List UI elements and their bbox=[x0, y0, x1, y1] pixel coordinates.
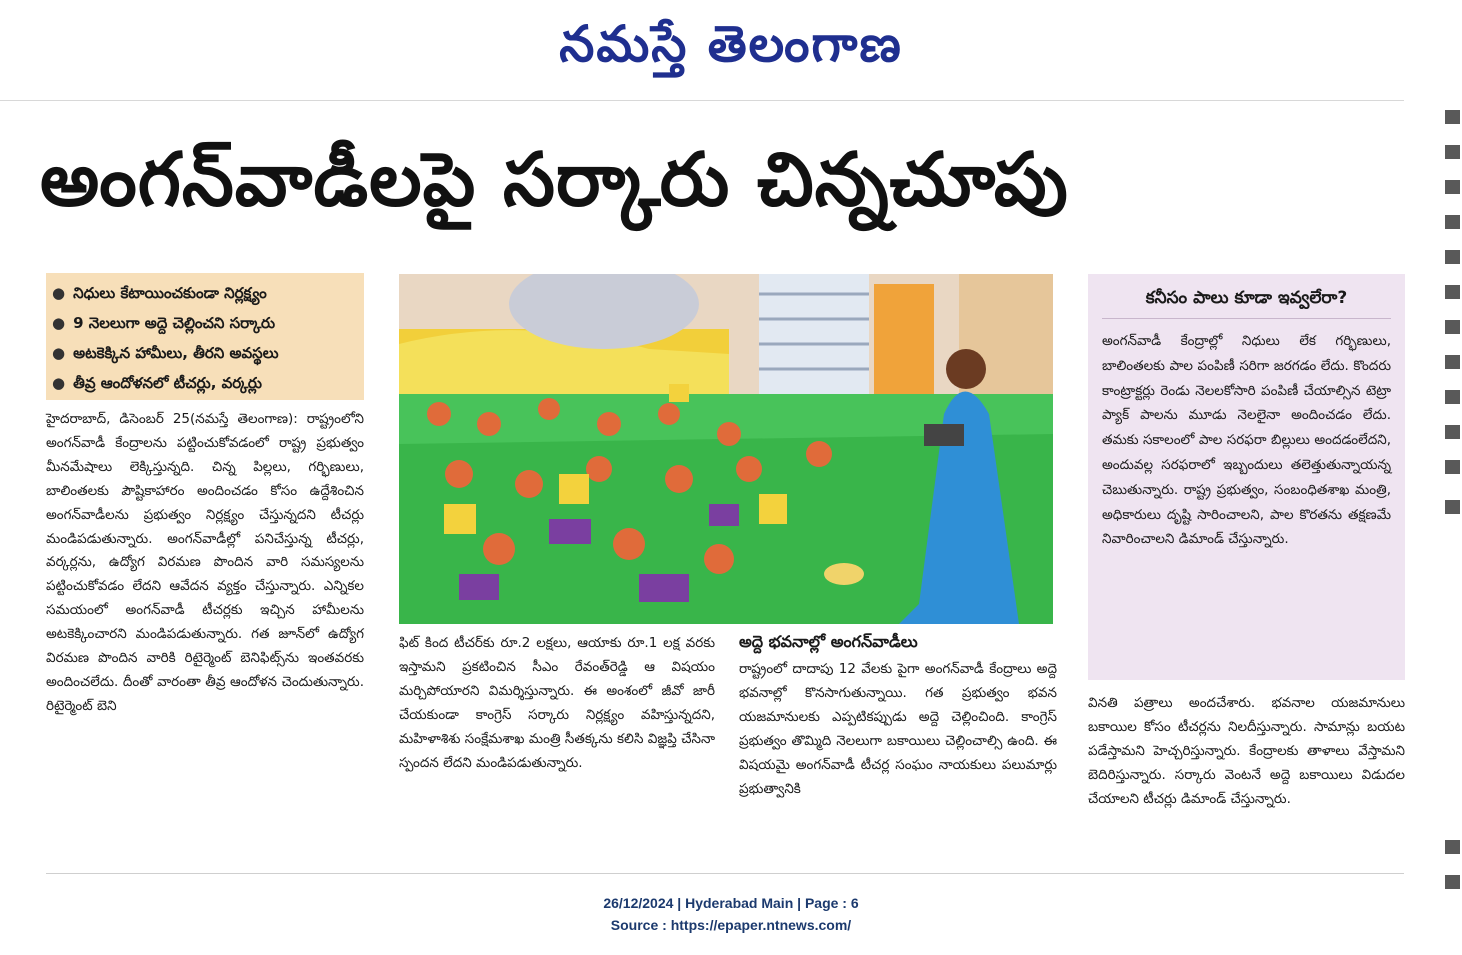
edge-fragment bbox=[1445, 180, 1460, 194]
edge-fragment bbox=[1445, 110, 1460, 124]
column-text: రాష్ట్రంలో దాదాపు 12 వేలకు పైగా అంగన్‌వాడీ కేంద్రాలు అద్దె భవనాల్లో కొనసాగుతున్నాయి. గత ప్రభుత్వం భవన యజమానులకు ఎప్పటికప్పుడు అద్దె చెల్లించింది. కాంగ్రెస్ ప్రభుత్వం తొమ్మిది నెలలుగా బకాయిలు చెల్లించాల్సి ఉంది. ఈ విషయమై అంగన్‌వాడీ టీచర్ల సంఘం నాయకులు పలుమార్లు ప్రభుత్వానికి bbox=[739, 661, 1057, 797]
side-box-divider bbox=[1102, 318, 1391, 319]
edge-fragment bbox=[1445, 355, 1460, 369]
adjacent-page-edge bbox=[1443, 100, 1462, 955]
edge-fragment bbox=[1445, 425, 1460, 439]
footer-edition-info: 26/12/2024 | Hyderabad Main | Page : 6 bbox=[603, 895, 859, 911]
column-text: హైదరాబాద్, డిసెంబర్ 25(నమస్తే తెలంగాణ): రాష్ట్రంలోని అంగన్‌వాడీ కేంద్రాలను పట్టించుకోవడంలో రాష్ట్ర ప్రభుత్వం మీనమేషాలు లెక్కిస్తున్నది. చిన్న పిల్లలు, గర్భిణులు, బాలింతలకు పౌష్టికాహారం అందించడం కోసం ఉద్దేశించిన అంగన్‌వాడీలను ప్రభుత్వం నిర్లక్ష్యం చేస్తున్నదని టీచర్లు మండిపడుతున్నారు. అంగన్‌వాడీల్లో పనిచేస్తున్న టీచర్లు, వర్కర్లను, ఉద్యోగ విరమణ పొందిన వారి సమస్యలను పట్టించుకోవడం లేదని ఆవేదన వ్యక్తం చేస్తున్నారు. ఎన్నికల సమయంలో అంగన్‌వాడీ టీచర్లకు ఇచ్చిన హామీలను అటకెక్కించారని మండిపడుతున్నారు. గత జూన్‌లో ఉద్యోగ విరమణ పొందిన వారికి రిటైర్మెంట్ బెనిఫిట్స్‌ను ఇంతవరకు అందించలేదు. దీంతో వారంతా తీవ్ర ఆందోళన చెందుతున్నారు. రిటైర్మెంట్ బెని bbox=[46, 411, 364, 714]
edge-fragment bbox=[1445, 840, 1460, 854]
column-text: వినతి పత్రాలు అందచేశారు. భవనాల యజమానులు బకాయిల కోసం టీచర్లను నిలదీస్తున్నారు. సామాన్లు బయట పడేస్తామని హెచ్చరిస్తున్నారు. కేంద్రాలకు తాళాలు వేస్తామని బెదిరిస్తున్నారు. సర్కారు వెంటనే అద్దె బకాయిలు విడుదల చేయాలని టీచర్లు డిమాండ్ చేస్తున్నారు. bbox=[1088, 695, 1405, 807]
section-subhead: అద్దె భవనాల్లో అంగన్‌వాడీలు bbox=[739, 632, 918, 651]
page-footer bbox=[0, 892, 1462, 936]
article-column-4 bbox=[1088, 692, 1405, 812]
edge-fragment bbox=[1445, 285, 1460, 299]
article-column-1 bbox=[46, 408, 364, 719]
side-box bbox=[1088, 274, 1405, 680]
footer-source-link[interactable]: Source : https://epaper.ntnews.com/ bbox=[610, 917, 852, 933]
classroom-photo-illustration bbox=[399, 274, 1053, 624]
masthead-logo: నమస్తే తెలంగాణ bbox=[559, 14, 903, 73]
edge-fragment bbox=[1445, 250, 1460, 264]
edge-fragment bbox=[1445, 145, 1460, 159]
highlight-item: ● అటకెక్కిన హామీలు, తీరని అవస్థలు bbox=[52, 344, 279, 362]
article-column-2 bbox=[399, 632, 715, 775]
edge-fragment bbox=[1445, 320, 1460, 334]
edge-fragment bbox=[1445, 390, 1460, 404]
article-photo bbox=[399, 274, 1053, 624]
highlight-item: ● తీవ్ర ఆందోళనలో టీచర్లు, వర్కర్లు bbox=[52, 374, 262, 392]
top-divider bbox=[0, 100, 1404, 101]
edge-fragment bbox=[1445, 460, 1460, 474]
bottom-divider bbox=[46, 873, 1404, 874]
edge-fragment bbox=[1445, 500, 1460, 514]
highlight-item: ● నిధులు కేటాయించకుండా నిర్లక్ష్యం bbox=[52, 284, 267, 302]
bullet-icon: ● bbox=[52, 284, 66, 302]
edge-fragment bbox=[1445, 875, 1460, 889]
column-text: ఫిట్ కింద టీచర్‌కు రూ.2 లక్షలు, ఆయాకు రూ.1 లక్ష వరకు ఇస్తామని ప్రకటించిన సీఎం రేవంత్‌రెడ్డి ఆ విషయం మర్చిపోయారని విమర్శిస్తున్నారు. ఈ అంశంలో జీవో జారీ చేయకుండా కాంగ్రెస్ సర్కారు నిర్లక్ష్యం వహిస్తున్నదని, మహిళాశిశు సంక్షేమశాఖ మంత్రి సీతక్కను కలిసి విజ్ఞప్తి చేసినా స్పందన లేదని మండిపడుతున్నారు. bbox=[399, 635, 715, 771]
edge-fragment bbox=[1445, 215, 1460, 229]
side-box-text: అంగన్‌వాడీ కేంద్రాల్లో నిధులు లేక గర్భిణులు, బాలింతలకు పాల పంపిణీ సరిగా జరగడం లేదు. కొందరు కాంట్రాక్టర్లు రెండు నెలలకోసారి పంపిణీ చేయాల్సిన టెట్రా ప్యాక్ పాలను మూడు నెలలైనా అందించడం లేదు. తమకు సకాలంలో పాల సరఫరా బిల్లులు అందడంలేదని, అందువల్ల సరఫరాలో ఇబ్బందులు తలెత్తుతున్నాయన్న చెబుతున్నారు. రాష్ట్ర ప్రభుత్వం, సంబంధితశాఖ మంత్రి, అధికారులు దృష్టి సారించాలని, పాల కొరతను తక్షణమే నివారించాలని డిమాండ్ చేస్తున్నారు. bbox=[1102, 333, 1391, 548]
bullet-icon: ● bbox=[52, 374, 66, 392]
highlight-item: ● 9 నెలలుగా అద్దె చెల్లించని సర్కారు bbox=[52, 314, 276, 332]
article-column-3 bbox=[739, 658, 1057, 801]
masthead bbox=[0, 0, 1462, 92]
bullet-icon: ● bbox=[52, 344, 66, 362]
article-headline: అంగన్‌వాడీలపై సర్కారు చిన్నచూపు bbox=[40, 137, 1069, 223]
side-box-title: కనీసం పాలు కూడా ఇవ్వలేరా? bbox=[1145, 288, 1348, 308]
bullet-icon: ● bbox=[52, 314, 66, 332]
highlights-box bbox=[46, 273, 364, 400]
